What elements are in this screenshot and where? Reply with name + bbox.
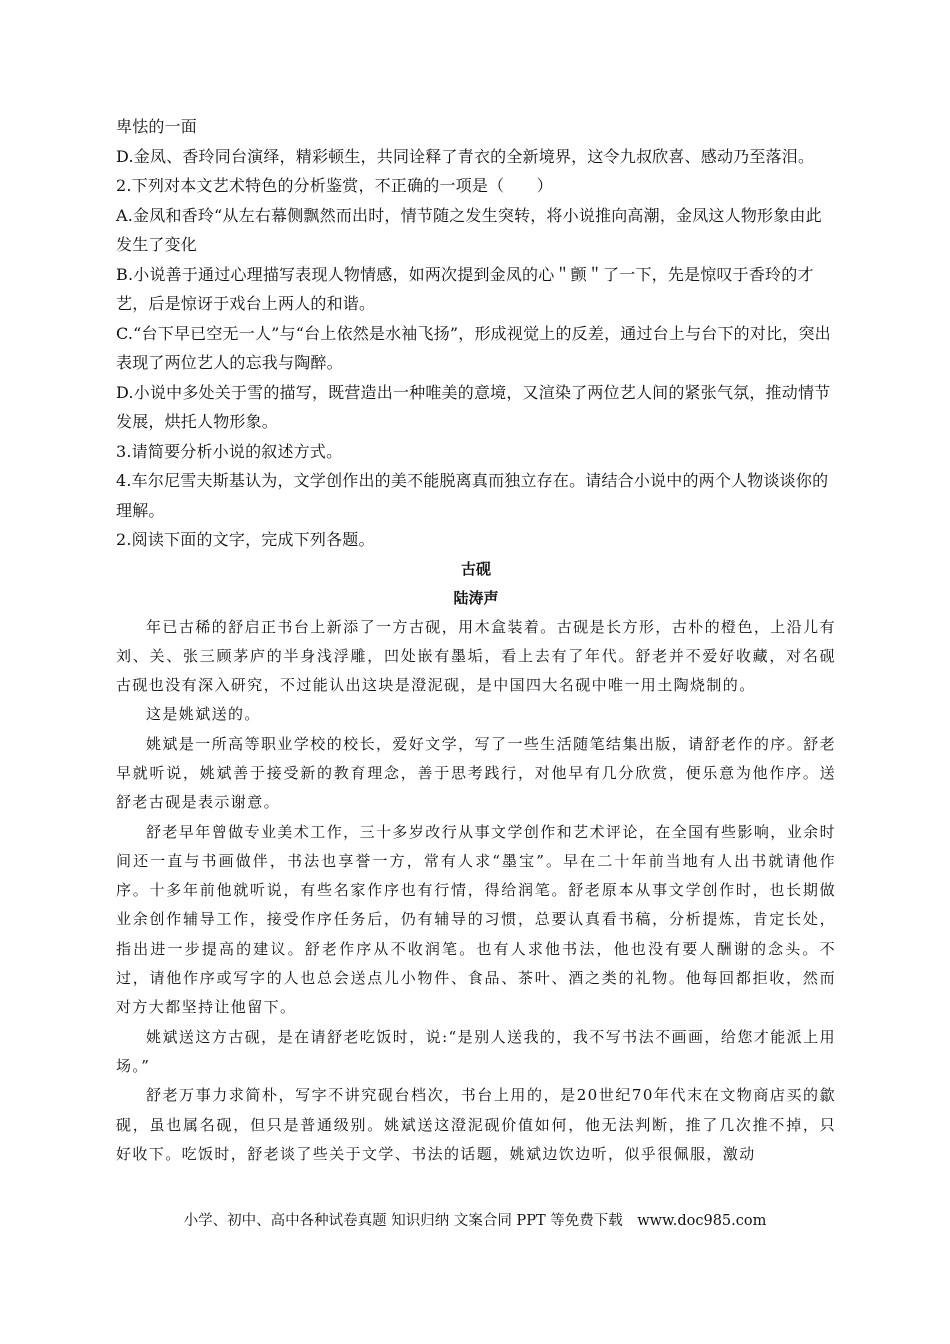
- option-c-continuation: 卑怯的一面: [116, 117, 198, 136]
- article-paragraph: 年已古稀的舒启正书台上新添了一方古砚，用木盒装着。古砚是长方形，古朴的橙色，上沿儿有刘、关、张三顾茅庐的半身浅浮雕，凹处嵌有墨垢，看上去有了年代。舒老并不爱好收藏，对名砚古砚也没有深入研究，不过能认出这块是澄泥砚，是中国四大名砚中唯一用土陶烧制的。: [116, 617, 836, 695]
- article-paragraph: 舒老早年曾做专业美术工作，三十多岁改行从事文学创作和艺术评论，在全国有些影响，业余时间还一直与书画做伴，书法也享誉一方，常有人求“墨宝”。早在二十年前当地有人出书就请他作序。十多年前他就听说，有些名家作序也有行情，得给润笔。舒老原本从事文学创作时，也长期做业余创作辅导工作，接受作序任务后，仍有辅导的习惯，总要认真看书稿，分析提炼，肯定长处，指出进一步提高的建议。舒老作序从不收润笔。也有人求他书法，他也没有要人酬谢的念头。不过，请他作序或写字的人也总会送点儿小物件、食品、茶叶、酒之类的礼物。他每回都拒收，然而对方大都坚持让他留下。: [116, 822, 836, 1017]
- article-title: 古砚: [460, 559, 491, 578]
- article-paragraph: 姚斌送这方古砚，是在请舒老吃饭时，说:“是别人送我的，我不写书法不画画，给您才能派上用场。”: [116, 1027, 836, 1075]
- question-4: 4.车尔尼雪夫斯基认为，文学创作出的美不能脱离真而独立存在。请结合小说中的两个人物谈谈你的理解。: [116, 471, 829, 520]
- q2-option-d: D.小说中多处关于雪的描写，既营造出一种唯美的意境，又渲染了两位艺人间的紧张气氛，推动情节发展，烘托人物形象。: [116, 382, 831, 431]
- page-footer: 小学、初中、高中各种试卷真题 知识归纳 文案合同 PPT 等免费下载 www.doc985.com: [183, 1213, 767, 1229]
- q1-option-d: D.金凤、香玲同台演绎，精彩顿生，共同诠释了青衣的全新境界，这令九叔欣喜、感动乃至落泪。: [116, 146, 815, 166]
- article-author: 陆涛声: [453, 588, 499, 607]
- question-2: 2.下列对本文艺术特色的分析鉴赏，不正确的一项是（ ）: [116, 176, 553, 195]
- article-paragraph: 姚斌是一所高等职业学校的校长，爱好文学，写了一些生活随笔结集出版，请舒老作的序。舒老早就听说，姚斌善于接受新的教育理念，善于思考践行，对他早有几分欣赏，便乐意为他作序。送舒老古砚是表示谢意。: [116, 734, 836, 812]
- article-paragraph: 这是姚斌送的。: [146, 705, 261, 724]
- section-2-instruction: 2.阅读下面的文字，完成下列各题。: [116, 530, 375, 549]
- q2-option-a: A.金凤和香玲“从左右幕侧飘然而出时，情节随之发生突转，将小说推向高潮，金凤这人物形象由此发生了变化: [116, 205, 822, 254]
- q2-option-b: B.小说善于通过心理描写表现人物情感，如两次提到金凤的心＂颤＂了一下，先是惊叹于香玲的才艺，后是惊讶于戏台上两人的和谐。: [116, 264, 814, 313]
- q2-option-c: C.“台下早已空无一人”与“台上依然是水袖飞扬”，形成视觉上的反差，通过台上与台下的对比，突出表现了两位艺人的忘我与陶醉。: [116, 323, 831, 372]
- document-page: [116, 112, 836, 1169]
- article-paragraph: 舒老万事力求简朴，写字不讲究砚台档次，书台上用的，是20世纪70年代末在文物商店买的歙砚，虽也属名砚，但只是普通级别。姚斌送这澄泥砚价值如何，他无法判断，推了几次推不掉，只好收下。吃饭时，舒老谈了些关于文学、书法的话题，姚斌边饮边听，似乎很佩服，激动: [116, 1086, 836, 1163]
- question-3: 3.请简要分析小说的叙述方式。: [116, 441, 343, 461]
